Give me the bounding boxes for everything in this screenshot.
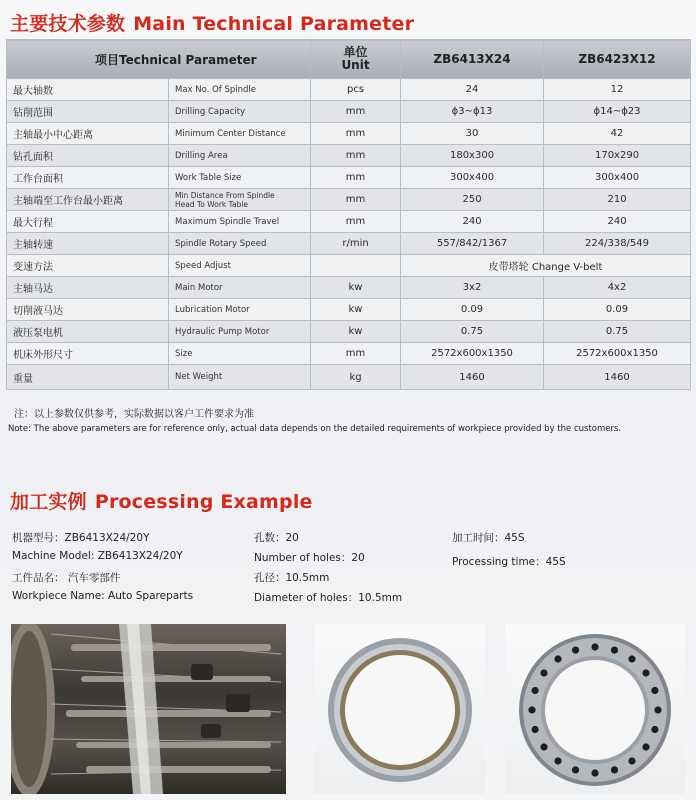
param-name-cn: 工作台面积	[7, 167, 169, 189]
param-value-model-2: 12	[544, 79, 691, 101]
hole-diameter-en: Diameter of holes：10.5mm	[254, 592, 403, 604]
param-unit: mm	[311, 101, 401, 123]
holes-count-cn: 孔数：20	[254, 532, 299, 544]
param-value-model-2: 2572x600x1350	[544, 343, 691, 365]
param-unit: mm	[311, 145, 401, 167]
technical-parameter-table	[6, 39, 691, 390]
param-value-model-2: 0.09	[544, 299, 691, 321]
param-value-merged: 皮带塔轮 Change V-belt	[401, 255, 691, 277]
param-value-model-2: 224/338/549	[544, 233, 691, 255]
param-name-en-line2: Head To Work Table	[175, 199, 249, 209]
param-name-cn: 主轴转速	[7, 233, 169, 255]
section-title-technical	[10, 9, 414, 36]
table-row	[7, 255, 691, 277]
param-value-model-1: 300x400	[401, 167, 544, 189]
bolt-hole	[591, 769, 598, 776]
param-name-en: Speed Adjust	[169, 255, 311, 277]
param-name-en: Lubrication Motor	[169, 299, 311, 321]
table-row	[7, 365, 691, 390]
param-value-model-1: 180x300	[401, 145, 544, 167]
header-unit-cn: 单位	[343, 45, 368, 59]
bolt-hole	[554, 655, 561, 662]
bolt-hole	[540, 743, 547, 750]
param-value-model-1: 250	[401, 189, 544, 211]
param-name-en: Maximum Spindle Travel	[169, 211, 311, 233]
hole-diameter-cn: 孔径：10.5mm	[254, 572, 330, 584]
bolt-hole	[611, 766, 618, 773]
param-value-model-2: 4x2	[544, 277, 691, 299]
param-value-model-2: 170x290	[544, 145, 691, 167]
note-en: Note: The above parameters are for reference only, actual data depends on the detailed requirements of workpiece provided by the customers.	[8, 424, 622, 434]
workpiece-name-en: Workpiece Name: Auto Spareparts	[12, 590, 194, 602]
bolt-hole	[532, 726, 539, 733]
param-name-en: Net Weight	[169, 365, 311, 390]
table-row	[7, 277, 691, 299]
param-value-model-1: 0.09	[401, 299, 544, 321]
param-name-cn: 重量	[7, 365, 169, 390]
section-title-cn: 主要技术参数	[10, 13, 126, 35]
bolt-hole	[554, 757, 561, 764]
param-value-model-1: ϕ3~ϕ13	[401, 101, 544, 123]
param-value-model-2: 1460	[544, 365, 691, 390]
param-name-cn: 主轴马达	[7, 277, 169, 299]
param-unit: mm	[311, 123, 401, 145]
machine-model-en: Machine Model: ZB6413X24/20Y	[12, 550, 183, 562]
drill-heads-photo	[11, 624, 286, 794]
table-row	[7, 123, 691, 145]
bolt-hole	[591, 643, 598, 650]
note-cn: 注：以上参数仅供参考，实际数据以客户工件要求为准	[14, 409, 254, 420]
param-value-model-2: 0.75	[544, 321, 691, 343]
bolt-hole	[642, 743, 649, 750]
param-name-cn: 最大行程	[7, 211, 169, 233]
param-name-cn: 钻孔面积	[7, 145, 169, 167]
param-unit: mm	[311, 343, 401, 365]
param-unit	[311, 255, 401, 277]
header-model-2: ZB6423X12	[544, 40, 691, 79]
table-row	[7, 101, 691, 123]
table-body	[7, 79, 691, 390]
param-unit: mm	[311, 211, 401, 233]
param-name-cn: 变速方法	[7, 255, 169, 277]
bolt-hole	[528, 706, 535, 713]
table-row	[7, 189, 691, 211]
bolt-hole	[654, 706, 661, 713]
param-value-model-2: ϕ14~ϕ23	[544, 101, 691, 123]
holes-count-en: Number of holes：20	[254, 552, 365, 564]
table-row	[7, 145, 691, 167]
param-name-en: Max No. Of Spindle	[169, 79, 311, 101]
param-name-en: Spindle Rotary Speed	[169, 233, 311, 255]
header-item: 项目Technical Parameter	[7, 40, 311, 79]
param-unit: mm	[311, 167, 401, 189]
param-value-model-2: 300x400	[544, 167, 691, 189]
param-name-en: Size	[169, 343, 311, 365]
processing-time-en: Processing time：45S	[452, 556, 566, 568]
bolt-hole	[572, 647, 579, 654]
table-row	[7, 299, 691, 321]
param-unit: kw	[311, 277, 401, 299]
param-value-model-1: 557/842/1367	[401, 233, 544, 255]
machine-model-cn: 机器型号：ZB6413X24/20Y	[12, 532, 150, 544]
header-unit-en: Unit	[341, 58, 370, 72]
param-name-cn: 钻削范围	[7, 101, 169, 123]
param-value-model-1: 3x2	[401, 277, 544, 299]
param-value-model-1: 1460	[401, 365, 544, 390]
section-title-processing	[10, 487, 313, 514]
param-value-model-2: 42	[544, 123, 691, 145]
bolt-hole	[628, 757, 635, 764]
workpiece-ring-photo	[314, 624, 485, 794]
param-name-cn: 切削液马达	[7, 299, 169, 321]
param-unit: kw	[311, 321, 401, 343]
param-name-cn: 机床外形尺寸	[7, 343, 169, 365]
param-name-en	[169, 189, 311, 211]
bolt-hole	[651, 726, 658, 733]
table-row	[7, 211, 691, 233]
bolt-hole	[611, 647, 618, 654]
bolt-hole	[572, 766, 579, 773]
bolt-hole	[651, 687, 658, 694]
bolt-hole	[540, 669, 547, 676]
param-unit: kg	[311, 365, 401, 390]
param-name-en: Drilling Area	[169, 145, 311, 167]
param-value-model-1: 240	[401, 211, 544, 233]
param-name-cn: 主轴端至工作台最小距离	[7, 189, 169, 211]
section-title-cn: 加工实例	[10, 491, 87, 513]
param-value-model-2: 210	[544, 189, 691, 211]
param-name-cn: 液压泵电机	[7, 321, 169, 343]
param-unit: pcs	[311, 79, 401, 101]
header-model-1: ZB6413X24	[401, 40, 544, 79]
header-unit	[311, 40, 401, 79]
param-unit: r/min	[311, 233, 401, 255]
param-value-model-1: 0.75	[401, 321, 544, 343]
param-value-model-1: 30	[401, 123, 544, 145]
param-value-model-2: 240	[544, 211, 691, 233]
param-value-model-1: 24	[401, 79, 544, 101]
table-row	[7, 79, 691, 101]
bolt-hole	[642, 669, 649, 676]
param-name-en: Drilling Capacity	[169, 101, 311, 123]
param-name-en: Minimum Center Distance	[169, 123, 311, 145]
param-name-cn: 最大轴数	[7, 79, 169, 101]
bolt-hole	[628, 655, 635, 662]
drilled-ring-photo	[505, 624, 685, 794]
param-name-en: Work Table Size	[169, 167, 311, 189]
param-name-en: Main Motor	[169, 277, 311, 299]
table-row	[7, 233, 691, 255]
section-title-en: Main Technical Parameter	[133, 13, 415, 35]
param-value-model-1: 2572x600x1350	[401, 343, 544, 365]
param-name-en-line1: Min Distance From Spindle	[175, 190, 275, 200]
table-row	[7, 167, 691, 189]
table-row	[7, 343, 691, 365]
processing-time-cn: 加工时间：45S	[452, 532, 525, 544]
param-name-cn: 主轴最小中心距离	[7, 123, 169, 145]
workpiece-name-cn: 工件品名： 汽车零部件	[12, 572, 121, 584]
table-header-row	[7, 40, 691, 79]
param-name-en: Hydraulic Pump Motor	[169, 321, 311, 343]
section-title-en: Processing Example	[94, 491, 313, 513]
param-unit: mm	[311, 189, 401, 211]
table-row	[7, 321, 691, 343]
bolt-hole	[532, 687, 539, 694]
param-unit: kw	[311, 299, 401, 321]
